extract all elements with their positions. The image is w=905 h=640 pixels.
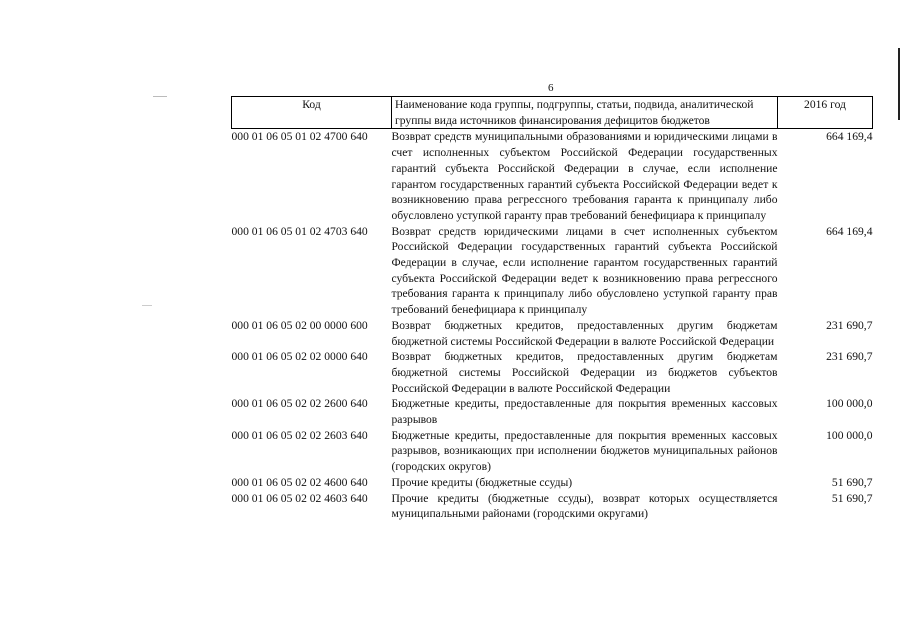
table-row	[232, 491, 873, 522]
budget-sources-table	[231, 96, 873, 522]
row-code: 000 01 06 05 02 02 0000 640	[231, 350, 368, 364]
table-row	[232, 349, 873, 396]
row-amount: 664 169,4	[826, 224, 873, 238]
row-code: 000 01 06 05 02 02 4603 640	[231, 491, 368, 505]
row-amount: 100 000,0	[826, 428, 873, 442]
row-amount: 664 169,4	[826, 130, 873, 144]
header-year: 2016 год	[778, 97, 873, 129]
table-row	[232, 428, 873, 475]
row-name: Прочие кредиты (бюджетные ссуды), возврат которых осуществляется муниципальными районами (городскими округами)	[391, 491, 778, 521]
table-row	[232, 396, 873, 427]
header-name: Наименование кода группы, подгруппы, статьи, подвида, аналитической группы вида источников финансирования дефицитов бюджетов	[392, 97, 778, 129]
table-row	[232, 129, 873, 224]
row-amount: 100 000,0	[826, 397, 873, 411]
row-code: 000 01 06 05 02 02 2600 640	[231, 397, 368, 411]
row-code: 000 01 06 05 02 02 2603 640	[231, 428, 368, 442]
row-amount: 51 690,7	[831, 475, 873, 489]
row-name: Прочие кредиты (бюджетные ссуды)	[391, 475, 573, 489]
table-row	[232, 475, 873, 491]
table-row	[232, 318, 873, 349]
scan-edge-mark	[898, 48, 900, 120]
row-amount: 231 690,7	[826, 350, 873, 364]
table-row	[232, 224, 873, 318]
page-number: 6	[548, 82, 554, 94]
row-code: 000 01 06 05 01 02 4703 640	[231, 224, 368, 238]
row-name: Возврат бюджетных кредитов, предоставленных другим бюджетам бюджетной системы Российской Федерации из бюджетов субъектов Российской Федерации в валюте Российской Федерации	[391, 350, 778, 395]
scan-speck	[142, 305, 152, 306]
row-name: Бюджетные кредиты, предоставленные для покрытия временных кассовых разрывов, возникающих при исполнении бюджетов муниципальных районов (городских округов)	[391, 428, 778, 474]
row-code: 000 01 06 05 01 02 4700 640	[231, 130, 368, 144]
row-code: 000 01 06 05 02 00 0000 600	[231, 318, 368, 332]
row-name: Возврат средств муниципальными образованиями и юридическими лицами в счет исполненных субъектом Российской Федерации государственных гарантий субъекта Российской Федерации в случае, если исполнение гарантом государственных гарантий субъекта Российской Федерации ведет к возникновению права регрессного требования гаранта к принципалу либо обусловлено уступкой гаранту прав требований бенефициара к принципалу	[391, 130, 778, 222]
row-name: Возврат бюджетных кредитов, предоставленных другим бюджетам бюджетной системы Российской Федерации в валюте Российской Федерации	[391, 318, 778, 348]
row-name: Возврат средств юридическими лицами в счет исполненных субъектом Российской Федерации государственных гарантий субъекта Российской Федерации в случае, если исполнение гарантом государственных гарантий субъекта Российской Федерации ведет к возникновению права регрессного требования гаранта к принципалу либо обусловлено уступкой гаранту прав требований бенефициара к принципалу	[391, 224, 778, 317]
row-name: Бюджетные кредиты, предоставленные для покрытия временных кассовых разрывов	[391, 397, 778, 427]
scan-speck	[153, 96, 167, 97]
table-header-row	[232, 97, 873, 129]
header-code: Код	[232, 97, 392, 129]
row-code: 000 01 06 05 02 02 4600 640	[231, 475, 368, 489]
row-amount: 51 690,7	[831, 491, 873, 505]
row-amount: 231 690,7	[826, 318, 873, 332]
